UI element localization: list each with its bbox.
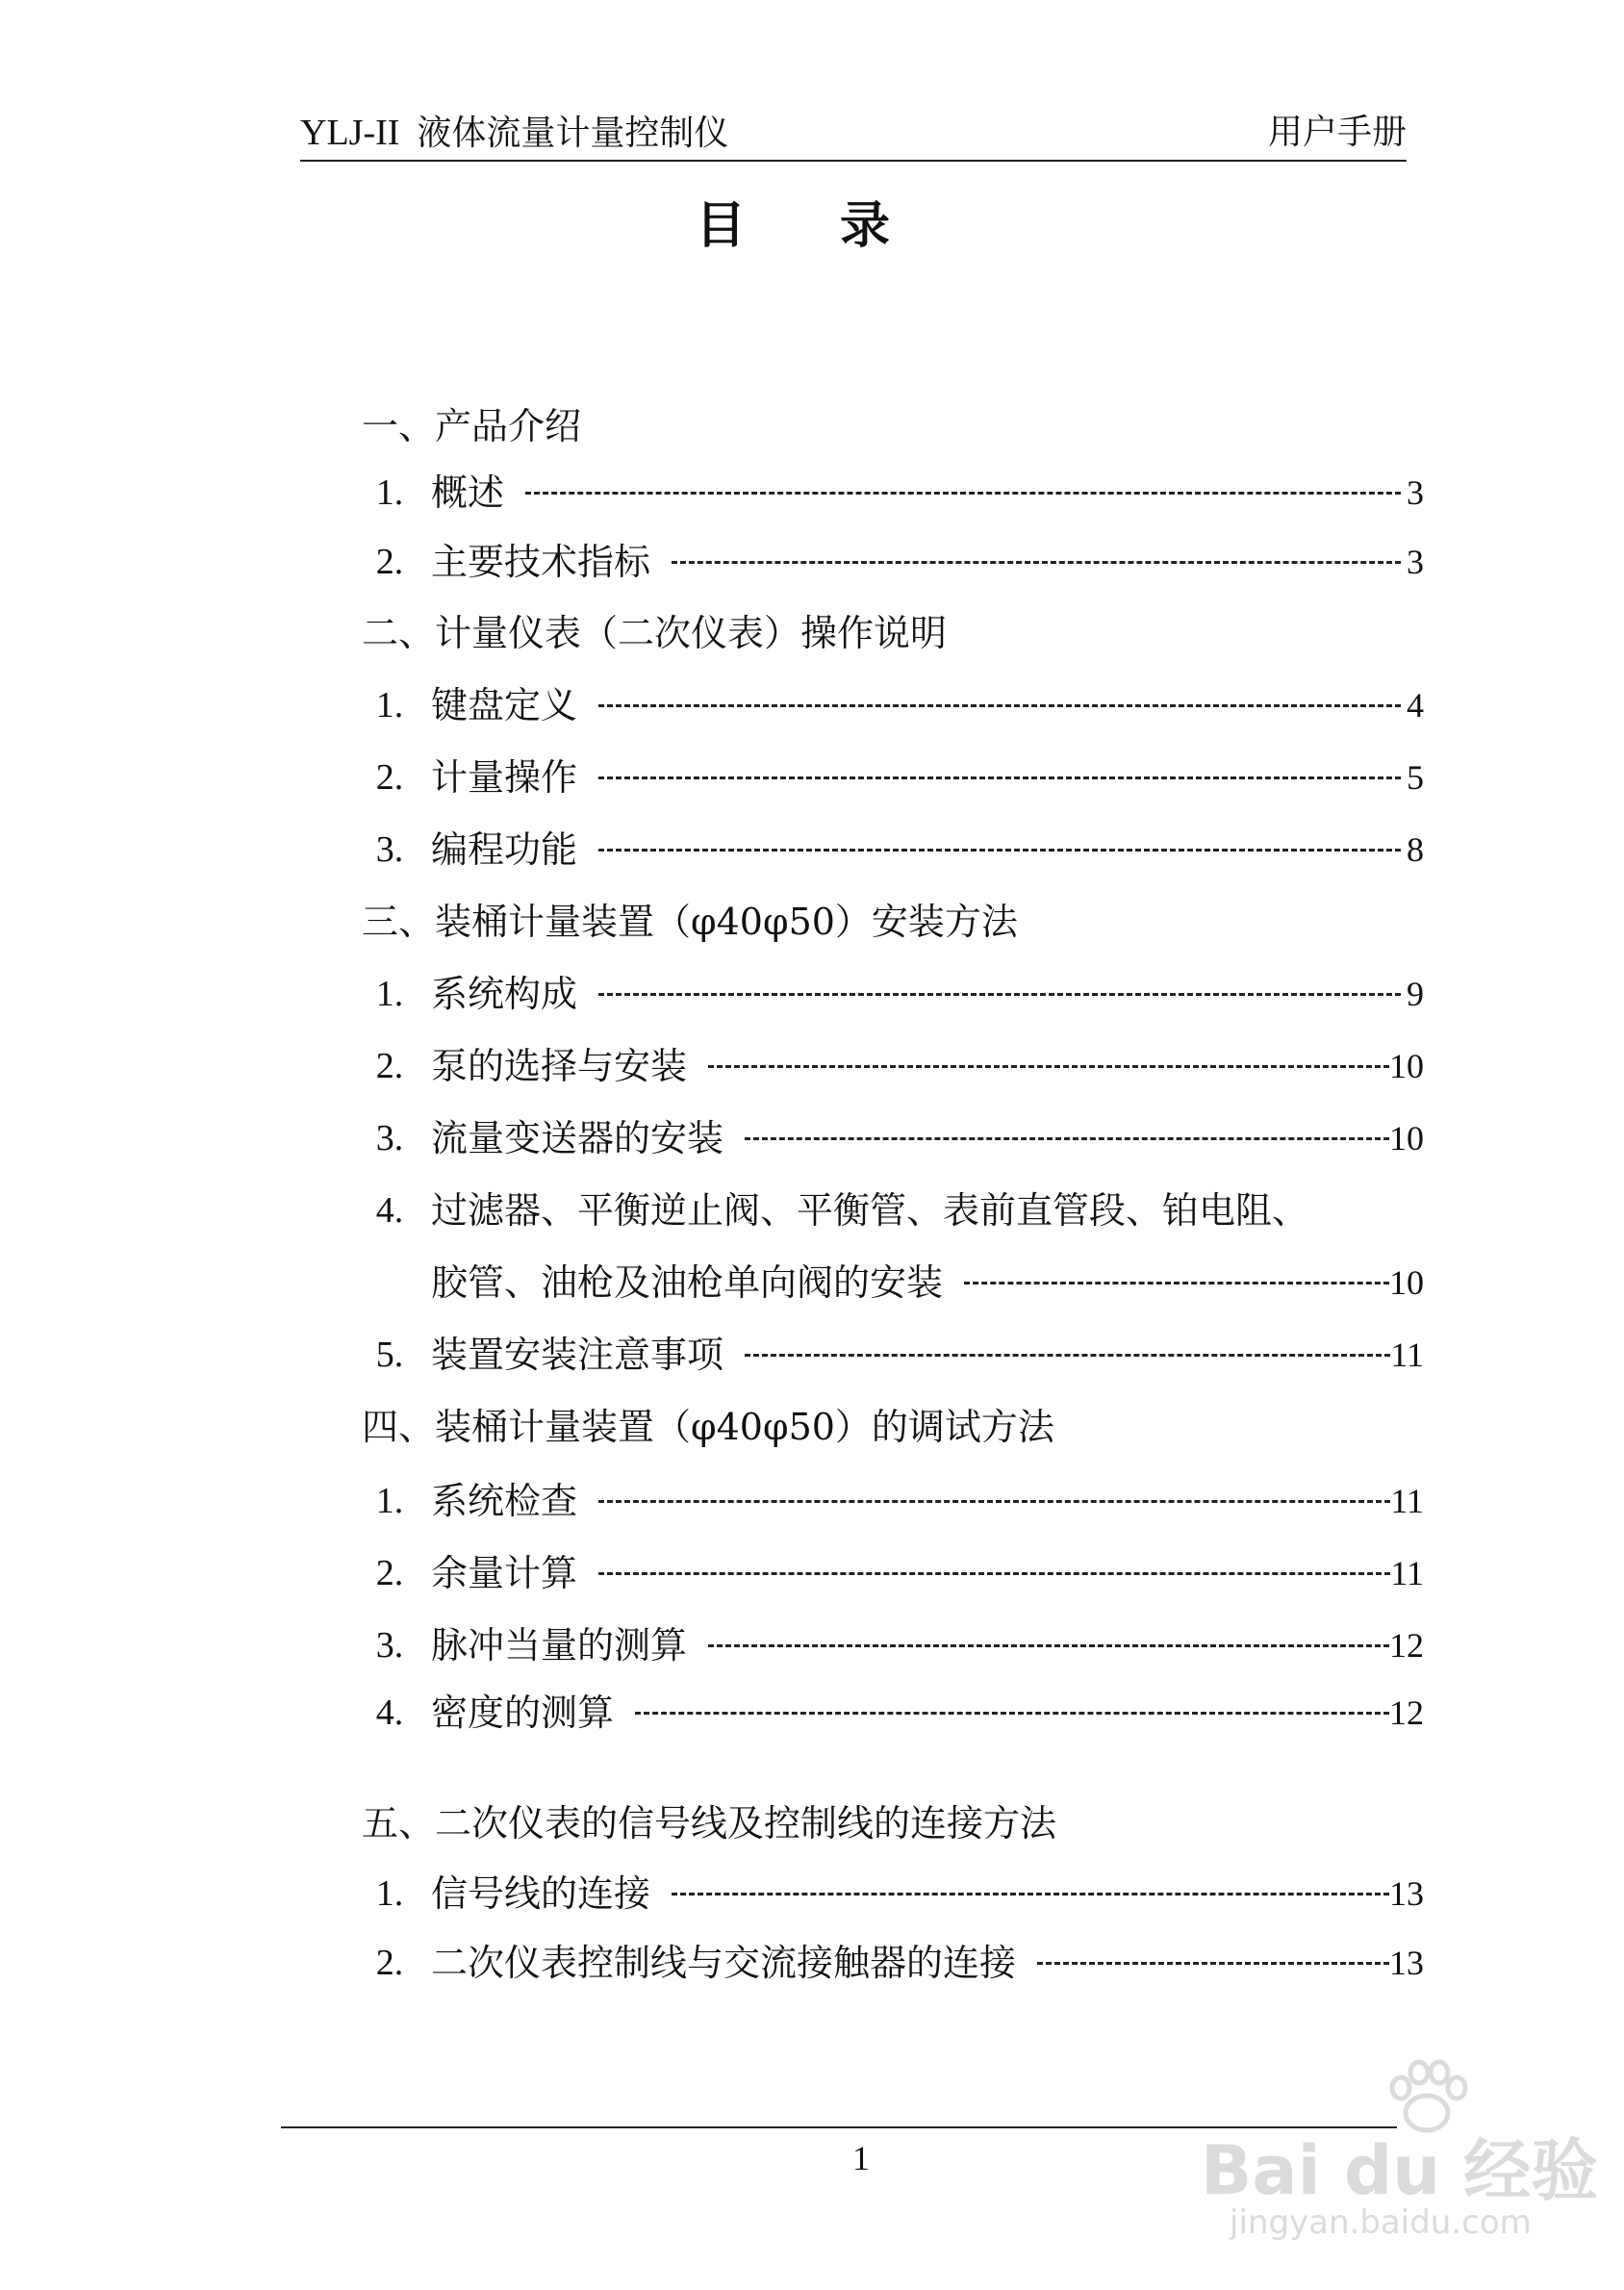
toc-entry-number: 2.	[375, 1553, 404, 1593]
toc-entry-page: 10	[1389, 1119, 1424, 1158]
toc-entry[interactable]	[356, 1618, 1424, 1672]
toc-leader-dashes	[598, 847, 1401, 852]
toc-entry-label: 密度的测算	[431, 1692, 615, 1734]
toc-leader-dashes	[598, 1570, 1390, 1575]
toc-leader-dashes	[598, 1498, 1390, 1503]
toc-entry-label: 脉冲当量的测算	[431, 1624, 688, 1667]
toc-entry-number: 3.	[375, 829, 404, 870]
toc-entry-number: 3.	[375, 1118, 404, 1158]
toc-entry-page: 8	[1407, 830, 1424, 869]
toc-leader-dashes	[708, 1642, 1389, 1647]
toc-leader-dashes	[672, 1891, 1389, 1896]
watermark-url: jingyan.baidu.com	[1230, 2203, 1532, 2242]
toc-entry[interactable]	[356, 751, 1424, 804]
header-title	[300, 106, 728, 161]
toc-entry[interactable]	[356, 1867, 1424, 1921]
toc-entry-page: 11	[1390, 1482, 1424, 1520]
toc-entry-number: 1.	[375, 685, 404, 725]
toc-entry-label: 系统检查	[431, 1480, 578, 1522]
page-number: 1	[852, 2139, 870, 2177]
toc-entry-label: 流量变送器的安装	[431, 1117, 724, 1159]
toc-entry-page: 13	[1389, 1944, 1424, 1982]
toc-entry[interactable]	[356, 1111, 1424, 1165]
toc-entry[interactable]	[356, 823, 1424, 877]
toc-entry-label: 装置安装注意事项	[431, 1334, 724, 1376]
toc-entry-label: 胶管、油枪及油枪单向阀的安装	[431, 1261, 944, 1304]
header-product-name: 液体流量计量控制仪	[417, 114, 729, 153]
page-header	[300, 106, 1407, 162]
toc-entry[interactable]	[356, 1686, 1424, 1740]
toc-entry-number: 2.	[375, 757, 404, 798]
toc-entry-number: 1.	[375, 974, 404, 1014]
toc-entry[interactable]	[356, 1183, 1424, 1237]
toc-entry-number: 1.	[375, 1481, 404, 1521]
toc-entry-label: 余量计算	[431, 1552, 578, 1594]
toc-entry-number: 3.	[375, 1625, 404, 1666]
toc-entry-page: 11	[1390, 1554, 1424, 1592]
toc-entry-label: 二次仪表控制线与交流接触器的连接	[431, 1942, 1017, 1984]
toc-entry-continuation[interactable]	[431, 1256, 1424, 1310]
toc-entry-label: 泵的选择与安装	[431, 1045, 688, 1087]
toc-leader-dashes	[964, 1280, 1389, 1285]
header-model: YLJ-II	[300, 113, 400, 153]
toc-section-heading: 二、计量仪表（二次仪表）操作说明	[362, 612, 948, 654]
toc-leader-dashes	[1037, 1960, 1389, 1965]
toc-entry-label: 过滤器、平衡逆止阀、平衡管、表前直管段、铂电阻、	[431, 1189, 1309, 1232]
toc-section-heading: 四、装桶计量装置（φ40φ50）的调试方法	[362, 1406, 1054, 1448]
toc-entry[interactable]	[356, 967, 1424, 1021]
toc-entry[interactable]	[356, 1546, 1424, 1600]
toc-title: 目 录	[695, 197, 929, 255]
toc-entry-page: 4	[1407, 686, 1424, 725]
toc-entry[interactable]	[356, 535, 1424, 589]
toc-section-heading: 三、装桶计量装置（φ40φ50）安装方法	[362, 901, 1018, 943]
toc-entry-page: 13	[1389, 1874, 1424, 1913]
toc-entry-number: 1.	[375, 472, 404, 513]
toc-leader-dashes	[672, 559, 1401, 564]
toc-entry-label: 系统构成	[431, 973, 578, 1015]
toc-entry-page: 3	[1407, 473, 1424, 512]
toc-leader-dashes	[635, 1710, 1389, 1715]
toc-leader-dashes	[525, 490, 1401, 495]
toc-entry[interactable]	[356, 1936, 1424, 1990]
toc-entry-number: 2.	[375, 1046, 404, 1086]
toc-entry[interactable]	[356, 1328, 1424, 1382]
toc-leader-dashes	[598, 991, 1401, 996]
toc-entry-label: 主要技术指标	[431, 541, 651, 583]
toc-section-heading: 一、产品介绍	[362, 405, 582, 447]
toc-entry-label: 计量操作	[431, 756, 578, 799]
toc-entry-number: 5.	[375, 1335, 404, 1375]
toc-entry-page: 9	[1407, 975, 1424, 1013]
toc-entry[interactable]	[356, 678, 1424, 732]
toc-entry-page: 5	[1407, 758, 1424, 797]
toc-entry[interactable]	[356, 1474, 1424, 1528]
toc-entry-label: 编程功能	[431, 828, 578, 871]
toc-leader-dashes	[598, 775, 1401, 779]
toc-entry-number: 2.	[375, 542, 404, 582]
toc-entry-page: 3	[1407, 543, 1424, 581]
toc-entry-page: 12	[1389, 1693, 1424, 1732]
toc-entry-number: 1.	[375, 1873, 404, 1914]
watermark-logo-text: Bai du 经验	[1201, 2131, 1599, 2210]
baidu-watermark	[1201, 2059, 1599, 2252]
toc-entry-page: 12	[1389, 1626, 1424, 1665]
toc-entry-page: 10	[1389, 1263, 1424, 1302]
toc-entry[interactable]	[356, 466, 1424, 520]
toc-entry-label: 信号线的连接	[431, 1872, 651, 1915]
toc-entry-page: 11	[1390, 1336, 1424, 1374]
toc-leader-dashes	[745, 1135, 1389, 1140]
toc-section-heading: 五、二次仪表的信号线及控制线的连接方法	[362, 1802, 1057, 1845]
header-manual-label: 用户手册	[1267, 113, 1407, 152]
toc-leader-dashes	[708, 1063, 1389, 1068]
toc-entry-label: 键盘定义	[431, 684, 578, 726]
toc-entry-label: 概述	[431, 471, 505, 514]
toc-leader-dashes	[598, 702, 1401, 707]
toc-entry-number: 2.	[375, 1943, 404, 1983]
toc-entry[interactable]	[356, 1039, 1424, 1093]
toc-entry-number: 4.	[375, 1692, 404, 1733]
toc-entry-page: 10	[1389, 1047, 1424, 1085]
toc-entry-number: 4.	[375, 1190, 404, 1231]
toc-leader-dashes	[745, 1352, 1390, 1357]
